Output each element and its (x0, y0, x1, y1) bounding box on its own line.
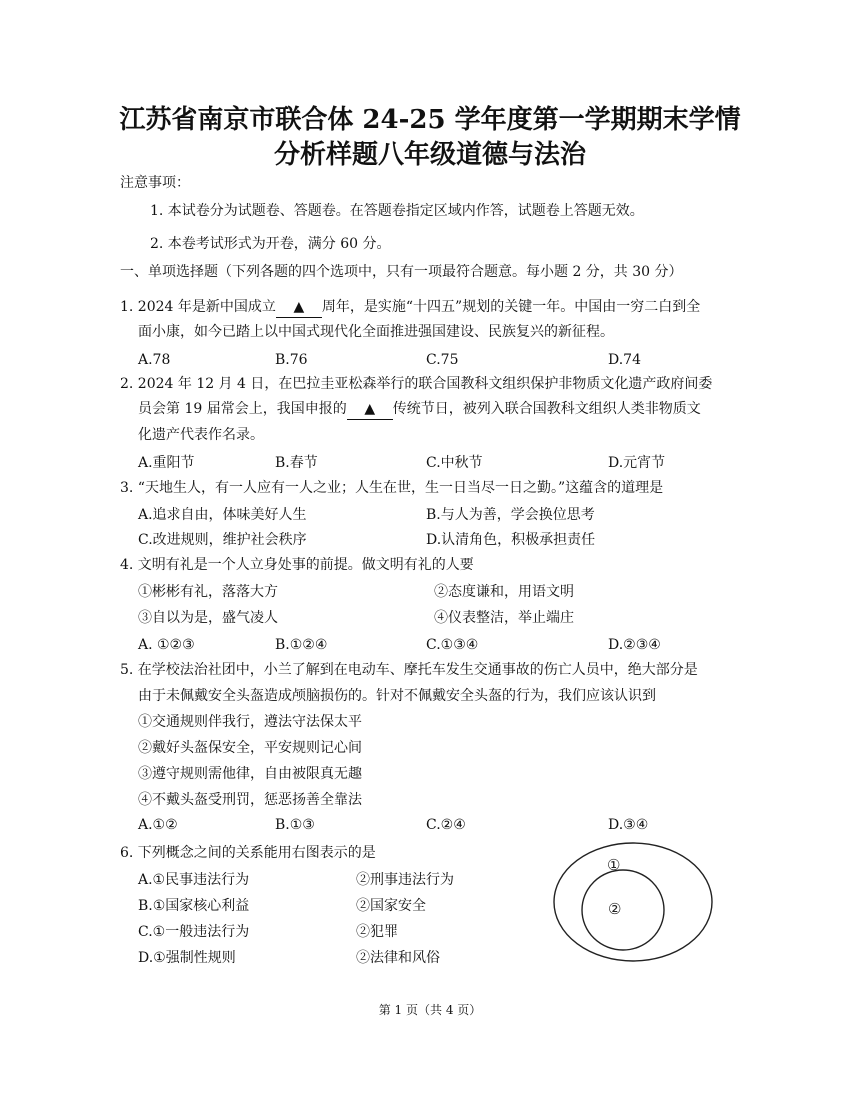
q4-option-a: A. ①②③ (138, 637, 195, 653)
question-3-line1: 3. “天地生人，有一人应有一人之业；人生在世，生一日当尽一日之勤。”这蕴含的道理是 (120, 480, 664, 496)
q1-option-c: C.75 (426, 352, 459, 368)
q4-item-2: ②态度谦和，用语文明 (434, 584, 574, 600)
notice-heading: 注意事项： (120, 175, 190, 191)
q3-option-d: D.认清角色，积极承担责任 (426, 532, 596, 548)
q6-option-a-2: ②刑事违法行为 (356, 872, 454, 888)
q2-option-a: A.重阳节 (138, 455, 195, 471)
outer-circle-label: ① (607, 856, 621, 874)
q4-item-3: ③自以为是，盛气凌人 (138, 610, 278, 626)
q2-option-d: D.元宵节 (608, 455, 666, 471)
question-4-line1: 4. 文明有礼是一个人立身处事的前提。做文明有礼的人要 (120, 557, 474, 573)
q1-post: 周年，是实施“十四五”规划的关键一年。中国由一穷二白到全 (321, 299, 701, 315)
q6-option-c-2: ②犯罪 (356, 924, 398, 940)
q4-option-d: D.②③④ (608, 637, 661, 653)
q6-option-a-1: A.①民事违法行为 (138, 872, 250, 888)
q6-option-d-1: D.①强制性规则 (138, 950, 236, 966)
q2-option-b: B.春节 (275, 455, 318, 471)
question-5-line2: 由于未佩戴安全头盔造成颅脑损伤的。针对不佩戴安全头盔的行为，我们应该认识到 (138, 688, 656, 704)
q2-blank: ▲ (347, 399, 393, 420)
question-5-line1: 5. 在学校法治社团中，小兰了解到在电动车、摩托车发生交通事故的伤亡人员中，绝大部分是 (120, 662, 698, 678)
page-title-line2: 分析样题八年级道德与法治 (273, 140, 586, 170)
q4-option-c: C.①③④ (426, 637, 479, 653)
q5-option-a: A.①② (138, 817, 178, 833)
q5-item-3: ③遵守规则需他律，自由被限真无趣 (138, 766, 362, 782)
q1-blank: ▲ (276, 297, 322, 318)
inner-circle (582, 870, 664, 950)
q5-item-4: ④不戴头盔受刑罚，惩恶扬善全靠法 (138, 792, 362, 808)
q4-item-1: ①彬彬有礼，落落大方 (138, 584, 278, 600)
q6-option-d-2: ②法律和风俗 (356, 950, 440, 966)
q1-option-d: D.74 (608, 352, 641, 368)
question-1-line2: 面小康，如今已踏上以中国式现代化全面推进强国建设、民族复兴的新征程。 (138, 324, 614, 340)
question-2-line3: 化遗产代表作名录。 (138, 427, 264, 443)
notice-2: 2. 本卷考试形式为开卷，满分 60 分。 (150, 236, 391, 252)
nested-circles-diagram (548, 838, 718, 968)
q3-option-a: A.追求自由，体味美好人生 (138, 507, 307, 523)
q1-option-a: A.78 (138, 352, 171, 368)
q2-post: 传统节日，被列入联合国教科文组织人类非物质文 (392, 401, 701, 417)
q5-item-1: ①交通规则伴我行，遵法守法保太平 (138, 714, 362, 730)
q1-option-b: B.76 (275, 352, 308, 368)
q6-option-b-1: B.①国家核心利益 (138, 898, 250, 914)
q5-option-d: D.③④ (608, 817, 649, 833)
q5-item-2: ②戴好头盔保安全，平安规则记心间 (138, 740, 362, 756)
inner-circle-label: ② (608, 900, 622, 918)
q3-option-c: C.改进规则，维护社会秩序 (138, 532, 307, 548)
question-2-line2 (138, 399, 701, 420)
q4-item-4: ④仪表整洁，举止端庄 (434, 610, 574, 626)
page-title-line1: 江苏省南京市联合体 24-25 学年度第一学期期末学情 (119, 105, 741, 135)
section-heading: 一、单项选择题（下列各题的四个选项中，只有一项最符合题意。每小题 2 分，共 30 分） (120, 264, 683, 280)
outer-circle (554, 843, 712, 961)
notice-1: 1. 本试卷分为试题卷、答题卷。在答题卷指定区域内作答，试题卷上答题无效。 (150, 203, 644, 219)
q6-option-c-1: C.①一般违法行为 (138, 924, 250, 940)
q2-option-c: C.中秋节 (426, 455, 483, 471)
q3-option-b: B.与人为善，学会换位思考 (426, 507, 595, 523)
q5-option-c: C.②④ (426, 817, 466, 833)
question-2-line1: 2. 2024 年 12 月 4 日，在巴拉圭亚松森举行的联合国教科文组织保护非物质文化遗产政府间委 (120, 376, 713, 392)
question-1-line1 (120, 297, 700, 318)
page-footer: 第 1 页（共 4 页） (378, 1003, 482, 1017)
q4-option-b: B.①②④ (275, 637, 328, 653)
q1-pre: 1. 2024 年是新中国成立 (120, 299, 276, 315)
q6-option-b-2: ②国家安全 (356, 898, 426, 914)
question-6-line1: 6. 下列概念之间的关系能用右图表示的是 (120, 845, 376, 861)
q5-option-b: B.①③ (275, 817, 315, 833)
q2-pre: 员会第 19 届常会上，我国申报的 (138, 401, 347, 417)
